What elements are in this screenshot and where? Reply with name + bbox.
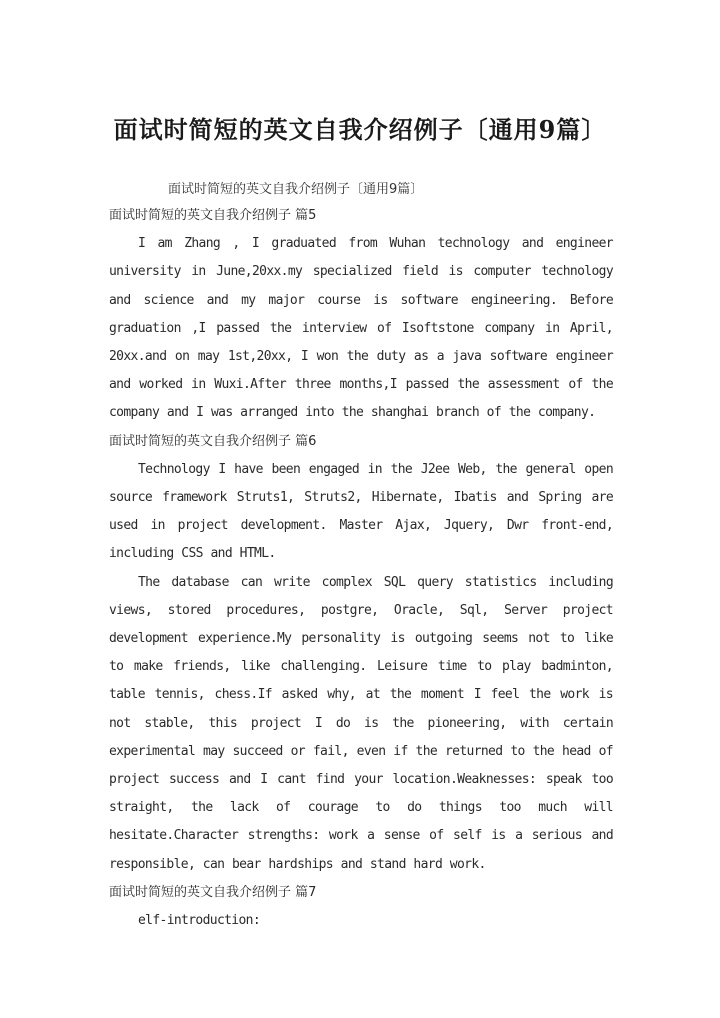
document-body [109, 202, 613, 935]
paragraph: The database can write complex SQL query statistics including views, stored procedures, postgre, Oracle, Sql, Server project development experience.My personality is outgoing seems not to like to make friends, like challenging. Leisure time to play badminton, table tennis, chess.If asked why, at the moment I feel the work is not stable, this project I do is the pioneering, with certain experimental may succeed or fail, even if the returned to the head of project success and I cant find your location.Weaknesses: speak too straight, the lack of courage to do things too much will hesitate.Character strengths: work a sense of self is a serious and responsible, can bear hardships and stand hard work. [109, 574, 613, 872]
document-subtitle: 面试时简短的英文自我介绍例子〔通用9篇〕 [168, 182, 424, 197]
section-heading: 面试时简短的英文自我介绍例子 篇6 [109, 433, 317, 449]
document-title: 面试时简短的英文自我介绍例子〔通用9篇〕 [113, 115, 607, 144]
paragraph: I am Zhang , I graduated from Wuhan technology and engineer university in June,20xx.my specialized field is computer technology and science and my major course is software engineering. Before graduation ,I passed the interview of Isoftstone company in April, 20xx.and on may 1st,20xx, I won the duty as a java software engineer and worked in Wuxi.After three months,I passed the assessment of the company and I was arranged into the shanghai branch of the company. [109, 236, 613, 421]
section-heading: 面试时简短的英文自我介绍例子 篇7 [109, 884, 317, 900]
paragraph: Technology I have been engaged in the J2ee Web, the general open source framework Struts1, Struts2, Hibernate, Ibatis and Spring are used in project development. Master Ajax, Jquery, Dwr front-end, including CSS and HTML. [109, 461, 613, 562]
paragraph: elf-introduction: [138, 913, 261, 929]
section-heading: 面试时简短的英文自我介绍例子 篇5 [109, 208, 317, 223]
